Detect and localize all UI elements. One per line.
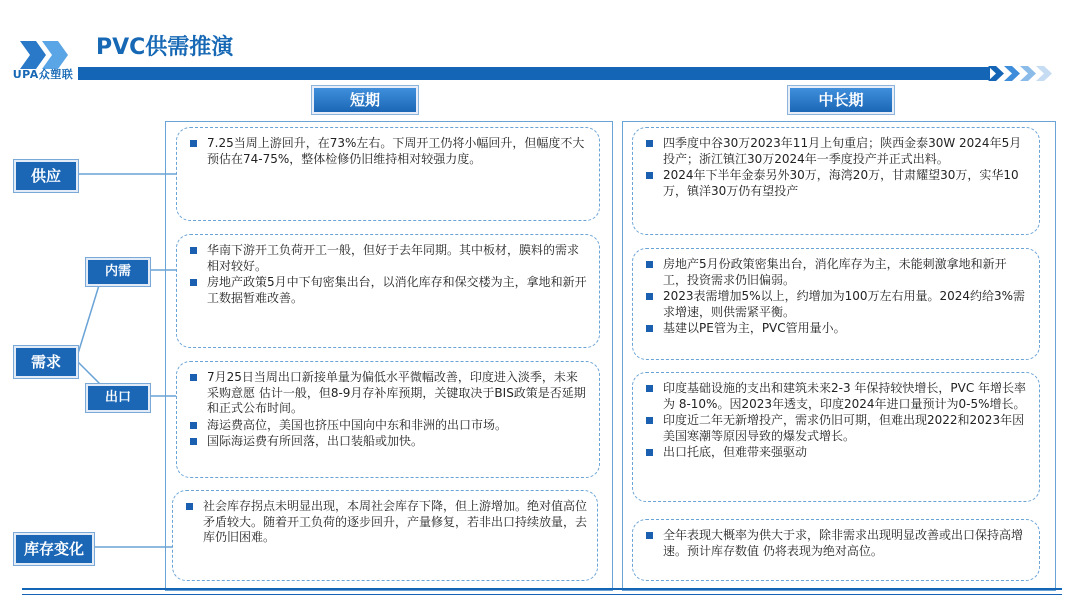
bullet-icon [190, 279, 197, 286]
list-item: 7.25当周上游回升，在73%左右。下周开工仍将小幅回升，但幅度不大预估在74-75%，整体检修仍旧维持相对较强力度。 [187, 136, 589, 167]
list-item: 出口托底，但难带来强驱动 [643, 445, 1029, 461]
list-item: 四季度中谷30万2023年11月上旬重启；陕西金泰30W 2024年5月投产；浙江镇江30万2024年一季度投产并正式出料。 [643, 136, 1029, 167]
bullet-icon [646, 417, 653, 424]
footer-divider-thin [22, 594, 1062, 595]
bullet-icon [190, 374, 197, 381]
header-bar [78, 67, 990, 80]
bullet-icon [186, 503, 193, 510]
tab-long-term: 中长期 [788, 86, 894, 114]
list-item: 国际海运费有所回落，出口装船或加快。 [187, 434, 589, 450]
bullet-icon [646, 325, 653, 332]
list-item: 房地产政策5月中下旬密集出台，以消化库存和保交楼为主，拿地和新开工数据暂难改善。 [187, 275, 589, 306]
bullet-icon [646, 532, 653, 539]
page-title: PVC供需推演 [96, 35, 234, 60]
list-item: 2024年下半年金泰另外30万，海湾20万，甘肃耀望30万，实华10万，镇洋30万仍有望投产 [643, 168, 1029, 199]
label-export: 出口 [86, 384, 150, 412]
label-supply: 供应 [14, 160, 78, 192]
bullet-icon [646, 172, 653, 179]
long-inventory-card [632, 519, 1040, 581]
label-demand: 需求 [14, 346, 78, 378]
list-item: 7月25日当周出口新接单量为偏低水平微幅改善，印度进入淡季，未来采购意愿 估计一般，但8-9月存补库预期，关键取决于BIS政策是否延期和正式公布时间。 [187, 370, 589, 417]
list-item: 印度基础设施的支出和建筑未来2-3 年保持较快增长，PVC 年增长率为 8-10%。因2023年透支，印度2024年进口量预计为0-5%增长。 [643, 381, 1029, 412]
bullet-icon [646, 385, 653, 392]
bullet-icon [646, 449, 653, 456]
list-item: 2023表需增加5%以上，约增加为100万左右用量。2024约给3%需求增速，则供需紧平衡。 [643, 289, 1029, 320]
short-supply-card [176, 127, 600, 221]
list-item: 印度近二年无新增投产，需求仍旧可期，但难出现2022和2023年因美国寒潮等原因导致的爆发式增长。 [643, 413, 1029, 444]
bullet-icon [646, 293, 653, 300]
list-item: 社会库存拐点未明显出现，本周社会库存下降，但上游增加。绝对值高位矛盾较大。随着开工负荷的逐步回升，产量修复，若非出口持续放量，去库仍旧困难。 [183, 499, 587, 546]
long-supply-card [632, 127, 1040, 235]
label-inventory: 库存变化 [14, 533, 94, 565]
list-item: 房地产5月份政策密集出台，消化库存为主，未能刺激拿地和新开工，投资需求仍旧偏弱。 [643, 257, 1029, 288]
bullet-icon [646, 261, 653, 268]
list-item: 华南下游开工负荷开工一般，但好于去年同期。其中板材，膜料的需求相对较好。 [187, 243, 589, 274]
tab-short-term: 短期 [312, 86, 418, 114]
bullet-icon [190, 422, 197, 429]
chevron-right-icon [988, 64, 1058, 83]
label-domestic: 内需 [86, 258, 150, 286]
bullet-icon [190, 438, 197, 445]
long-domestic-card [632, 248, 1040, 360]
bullet-icon [190, 140, 197, 147]
footer-divider [22, 588, 1062, 590]
list-item: 全年表现大概率为供大于求，除非需求出现明显改善或出口保持高增速。预计库存数值 仍将表现为绝对高位。 [643, 528, 1029, 559]
short-inventory-card [172, 490, 598, 581]
list-item: 海运费高位，美国也挤压中国向中东和非洲的出口市场。 [187, 418, 589, 434]
bullet-icon [190, 247, 197, 254]
logo-text: UPA众塑联 [12, 68, 74, 81]
bullet-icon [646, 140, 653, 147]
short-export-card [176, 361, 600, 478]
short-domestic-card [176, 234, 600, 348]
long-export-card [632, 372, 1040, 502]
label-connectors [0, 0, 180, 608]
list-item: 基建以PE管为主，PVC管用量小。 [643, 321, 1029, 337]
